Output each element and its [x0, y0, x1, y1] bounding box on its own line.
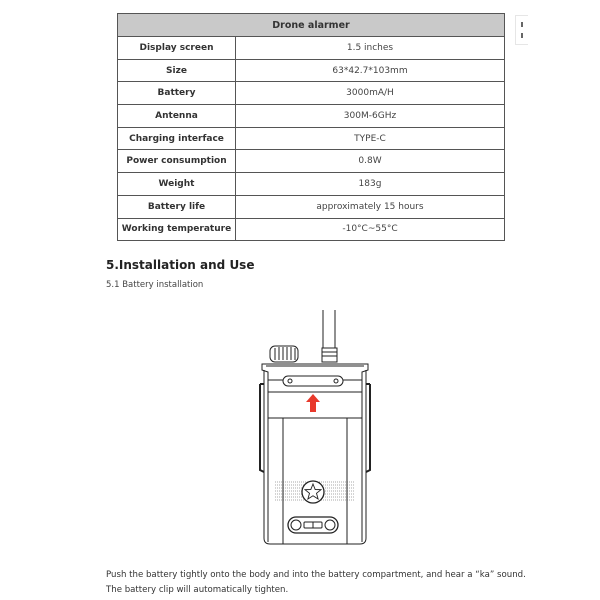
spec-value: TYPE-C [236, 127, 505, 150]
spec-value: 0.8W [236, 150, 505, 173]
spec-table-header [118, 14, 505, 37]
table-row [118, 59, 505, 82]
battery-install-diagram-icon [250, 300, 380, 550]
arrow-up-icon [306, 394, 320, 412]
spec-label: Power consumption [118, 150, 236, 173]
spec-table-title: Drone alarmer [118, 14, 505, 37]
table-row [118, 37, 505, 60]
caption-line-1: Push the battery tightly onto the body and into the battery compartment, and hear a “ka” sound. [106, 570, 526, 580]
spec-label: Antenna [118, 105, 236, 128]
spec-value: -10°C~55°C [236, 218, 505, 241]
table-row [118, 173, 505, 196]
table-row [118, 195, 505, 218]
spec-value: 1.5 inches [236, 37, 505, 60]
spec-value: 63*42.7*103mm [236, 59, 505, 82]
handle-dot-icon [521, 33, 523, 38]
table-row [118, 150, 505, 173]
spec-label: Working temperature [118, 218, 236, 241]
spec-value: 3000mA/H [236, 82, 505, 105]
handle-dot-icon [521, 22, 523, 27]
spec-label: Charging interface [118, 127, 236, 150]
antenna-icon [322, 310, 337, 362]
spec-label: Weight [118, 173, 236, 196]
knob-icon [270, 346, 298, 362]
spec-value: approximately 15 hours [236, 195, 505, 218]
spec-table [117, 13, 505, 241]
side-scroll-handle[interactable] [515, 15, 528, 45]
spec-label: Battery life [118, 195, 236, 218]
subsection-title: 5.1 Battery installation [106, 280, 204, 290]
table-row [118, 218, 505, 241]
table-row [118, 82, 505, 105]
spec-value: 183g [236, 173, 505, 196]
section-title: 5.Installation and Use [106, 258, 255, 272]
spec-label: Size [118, 59, 236, 82]
spec-value: 300M-6GHz [236, 105, 505, 128]
table-row [118, 105, 505, 128]
instruction-caption [106, 568, 546, 598]
spec-label: Battery [118, 82, 236, 105]
spec-label: Display screen [118, 37, 236, 60]
caption-line-2: The battery clip will automatically tighten. [106, 585, 289, 595]
table-row [118, 127, 505, 150]
